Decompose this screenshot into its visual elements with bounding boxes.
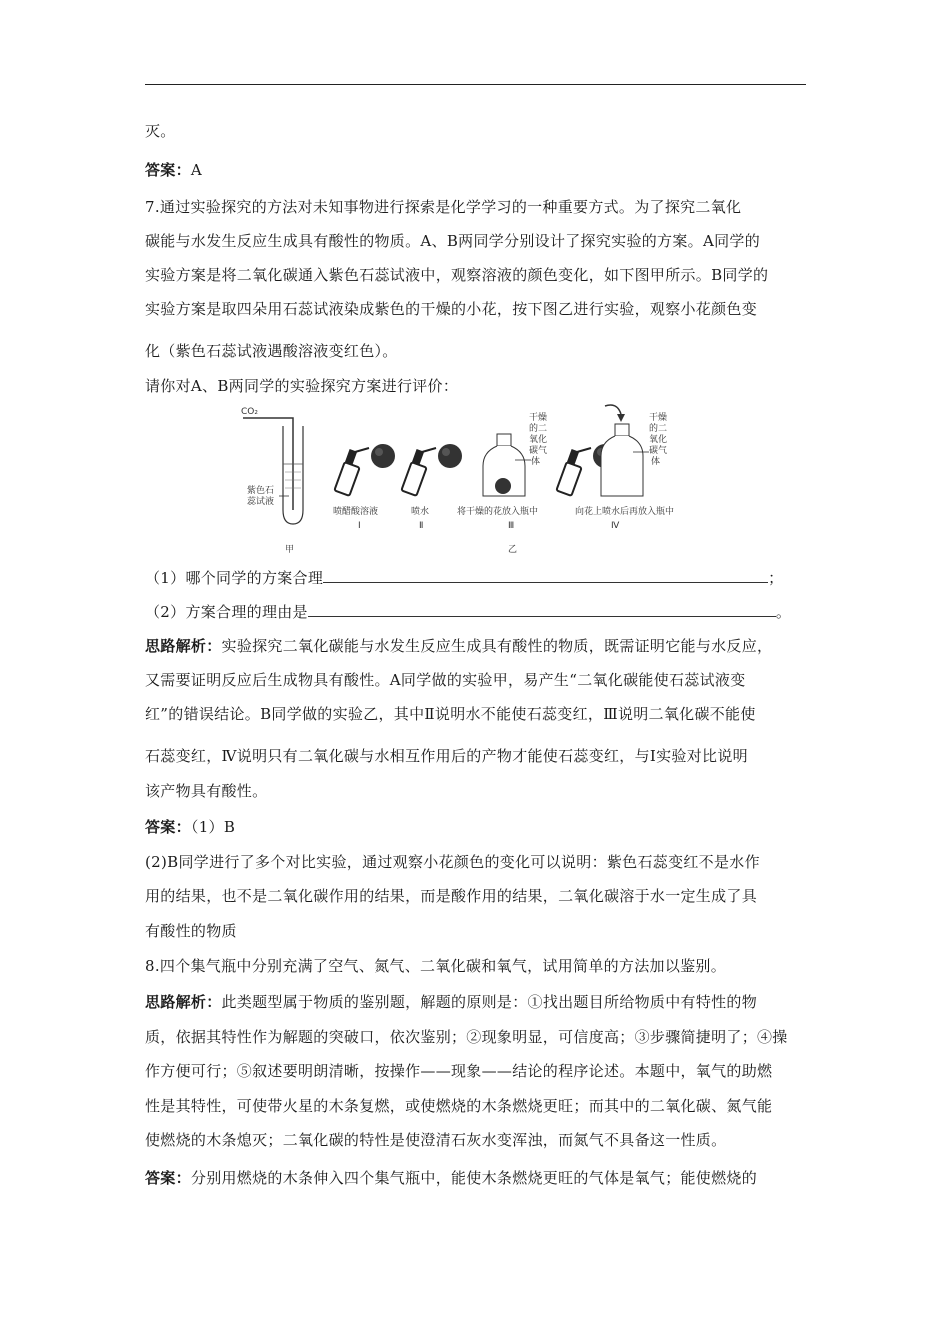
svg-text:体: 体 [531,457,541,467]
svg-text:碳气: 碳气 [529,446,548,456]
text-line: 碳能与水发生反应生成具有酸性的物质。A、B两同学分别设计了探究实验的方案。A同学的 [145,232,760,250]
text-line: 又需要证明反应后生成物具有酸性。A同学做的实验甲，易产生“二氧化碳能使石蕊试液变 [145,671,746,689]
svg-text:的二: 的二 [529,424,548,434]
experiment-figure [225,400,725,560]
answer-7: 答案：（1）B [145,818,236,836]
text-line: (2)B同学进行了多个对比实验，通过观察小花颜色的变化可以说明：紫色石蕊变红不是水作 [145,853,760,871]
caption-2: 喷水 [411,507,430,517]
svg-text:碳气: 碳气 [649,446,668,456]
text-line: 性是其特性，可使带火星的木条复燃，或使燃烧的木条燃烧更旺；而其中的二氧化碳、氮气能 [145,1097,773,1115]
tube-label-1: 紫色石 [247,486,275,496]
question-7: 7.通过实验探究的方法对未知事物进行探索是化学学习的一种重要方式。为了探究二氧化 [145,198,742,216]
text-line: 有酸性的物质 [145,922,237,940]
answer-8: 答案：分别用燃烧的木条伸入四个集气瓶中，能使木条燃烧更旺的气体是氧气；能使燃烧的 [145,1169,758,1187]
text-line: 该产物具有酸性。 [145,782,268,800]
header-rule [145,84,806,85]
caption-1: 喷醋酸溶液 [333,507,379,517]
question-8: 8.四个集气瓶中分别充满了空气、氮气、二氧化碳和氧气，试用简单的方法加以鉴别。 [145,957,727,975]
answer-blank-2[interactable] [308,602,776,617]
text-line: 实验方案是取四朵用石蕊试液染成紫色的干燥的小花，按下图乙进行实验，观察小花颜色变 [145,300,758,318]
text-line: 用的结果，也不是二氧化碳作用的结果，而是酸作用的结果，二氧化碳溶于水一定生成了具 [145,887,758,905]
co2-label: CO₂ [241,407,258,417]
text-line: 石蕊变红，Ⅳ说明只有二氧化碳与水相互作用后的产物才能使石蕊变红，与Ⅰ实验对比说明 [145,747,748,765]
text-line: 作方便可行；⑤叙述要明朗清晰，按操作——现象——结论的程序论述。本题中，氧气的助燃 [145,1062,773,1080]
analysis-7: 思路解析：实验探究二氧化碳能与水发生反应生成具有酸性的物质，既需证明它能与水反应， [145,637,773,655]
answer-blank-1[interactable] [323,568,768,583]
roman-3: Ⅲ [508,521,515,531]
tube-label-2: 蕊试液 [247,497,275,507]
text-line: 灭。 [145,122,176,140]
caption-4: 向花上喷水后再放入瓶中 [575,507,675,517]
sprayer-2 [401,444,462,496]
sub-question-1: （1）哪个同学的方案合理 ； [145,569,784,587]
svg-text:氧化: 氧化 [649,435,668,445]
answer-6: 答案：A [145,161,203,179]
svg-text:干燥: 干燥 [649,413,668,423]
roman-4: Ⅳ [611,521,620,531]
jar-4 [601,405,649,496]
svg-text:的二: 的二 [649,424,668,434]
analysis-8: 思路解析：此类题型属于物质的鉴别题，解题的原则是：①找出题目所给物质中有特性的物 [145,993,758,1011]
sprayer-1 [334,444,395,496]
text-line: 使燃烧的木条熄灭；二氧化碳的特性是使澄清石灰水变浑浊，而氮气不具备这一性质。 [145,1131,727,1149]
caption-3: 将干燥的花放入瓶中 [457,507,539,517]
text-line: 质，依据其特性作为解题的突破口，依次鉴别；②现象明显，可信度高；③步骤简捷明了；④操 [145,1028,788,1046]
label-jia: 甲 [285,545,295,555]
svg-text:氧化: 氧化 [529,435,548,445]
text-line: 红”的错误结论。B同学做的实验乙，其中Ⅱ说明水不能使石蕊变红，Ⅲ说明二氧化碳不能使 [145,705,756,723]
jar-3 [483,434,531,496]
text-line: 实验方案是将二氧化碳通入紫色石蕊试液中，观察溶液的颜色变化，如下图甲所示。B同学的 [145,266,769,284]
text-line: 化（紫色石蕊试液遇酸溶液变红色）。 [145,342,398,360]
sub-question-2: （2）方案合理的理由是 。 [145,603,792,621]
svg-text:干燥: 干燥 [529,413,548,423]
text-line: 请你对A、B两同学的实验探究方案进行评价： [145,377,459,395]
roman-1: Ⅰ [358,521,361,531]
svg-text:体: 体 [651,457,661,467]
label-yi: 乙 [508,545,518,555]
roman-2: Ⅱ [419,521,424,531]
